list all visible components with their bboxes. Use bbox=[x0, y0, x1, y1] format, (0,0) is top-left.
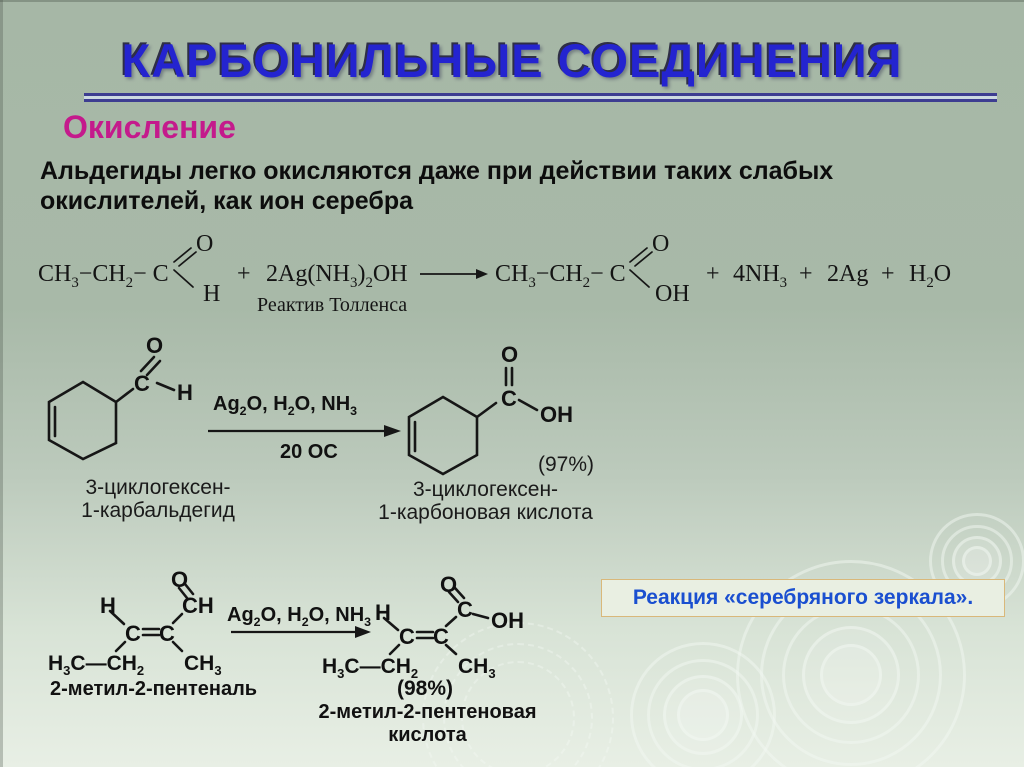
plus-sign: + bbox=[706, 261, 720, 287]
oxygen-atom: O bbox=[146, 333, 164, 358]
carboxyl-carbon: C bbox=[457, 597, 473, 622]
ethyl-chain: $H_3C—CH_2$ bbox=[48, 652, 145, 679]
carbon-atom: C bbox=[159, 621, 175, 646]
compound-name-line: 2-метил-2-пентеновая bbox=[318, 701, 537, 723]
reaction-arrow bbox=[208, 423, 404, 439]
tollens-reagent-label: Реактив Толленса bbox=[257, 294, 408, 316]
carbon-atom: C bbox=[125, 621, 141, 646]
compound-name-line: 3-циклогексен- bbox=[85, 476, 231, 499]
title-divider bbox=[84, 93, 997, 102]
ripple-circle bbox=[820, 644, 882, 706]
hydrogen-atom: H bbox=[375, 600, 391, 625]
plus-sign: + bbox=[799, 261, 813, 287]
methyl-group: $CH_3$ bbox=[184, 652, 222, 679]
ripple-circle bbox=[677, 689, 729, 741]
compound-name-product bbox=[368, 479, 603, 524]
plus-sign: + bbox=[237, 261, 251, 287]
carbon-atom: C bbox=[399, 624, 415, 649]
hydroxyl-group: OH bbox=[491, 608, 524, 633]
carbon-atom: C bbox=[501, 386, 517, 411]
yield-value: (97%) bbox=[538, 453, 595, 476]
oxygen-atom: O bbox=[171, 567, 189, 592]
methyl-group: $CH_3$ bbox=[458, 655, 496, 682]
carbon-atom: C bbox=[134, 371, 150, 396]
plus-sign: + bbox=[881, 261, 895, 287]
formula-silver: 2Ag bbox=[827, 261, 869, 287]
yield-value: (98%) bbox=[397, 677, 454, 700]
section-heading: Окисление bbox=[63, 109, 236, 145]
callout-text: Реакция «серебряного зеркала». bbox=[632, 586, 974, 609]
formula-propanal-chain: $CH_3-CH_2- C$ bbox=[38, 261, 169, 291]
intro-text: Альдегиды легко окисляются даже при действии таких слабых окислителей, как ион серебра bbox=[40, 157, 834, 215]
compound-name-line: 3-циклогексен- bbox=[412, 478, 559, 501]
compound-name-line: кислота bbox=[388, 724, 467, 746]
reaction-arrow bbox=[420, 266, 490, 282]
page-title: КАРБОНИЛЬНЫЕ СОЕДИНЕНИЯ bbox=[121, 34, 903, 87]
oxygen-atom: O bbox=[440, 572, 458, 597]
acid-hydroxyl: OH bbox=[655, 281, 690, 307]
structure-methylpentenal bbox=[40, 567, 240, 685]
reaction-temperature: 20 ОС bbox=[280, 441, 338, 463]
oxygen-atom: O bbox=[501, 342, 519, 367]
compound-name-product bbox=[315, 701, 540, 747]
ripple-circle bbox=[962, 546, 992, 576]
hydroxyl-group: OH bbox=[540, 402, 573, 427]
aldehyde-oxygen: O bbox=[196, 231, 214, 257]
aldehyde-hydrogen: H bbox=[203, 281, 221, 307]
carbon-atom: C bbox=[433, 624, 449, 649]
compound-name-line: 1-карбальдегид bbox=[81, 498, 235, 522]
compound-name-reactant: 2-метил-2-пентеналь bbox=[50, 678, 258, 700]
formula-water: $H_2O$ bbox=[909, 261, 952, 291]
aldehyde-group: CH bbox=[182, 593, 214, 618]
formula-ammonia: $4NH_3$ bbox=[733, 261, 788, 291]
structure-cyclohexene-carbaldehyde bbox=[30, 333, 220, 478]
silver-mirror-callout bbox=[601, 579, 1005, 617]
formula-propionic-chain: $CH_3-CH_2- C$ bbox=[495, 261, 626, 291]
hydrogen-atom: H bbox=[100, 593, 116, 618]
formula-tollens-reagent: $2Ag(NH_3)_2OH$ bbox=[266, 261, 408, 291]
structure-methylpentenoic-acid bbox=[320, 572, 535, 684]
reaction-conditions: $Ag_2O$, $H_2O$, $NH_3$ bbox=[227, 604, 372, 629]
compound-name-reactant bbox=[58, 477, 258, 522]
ethyl-chain: $H_3C—CH_2$ bbox=[322, 655, 419, 682]
compound-name-line: 1-карбоновая кислота bbox=[378, 500, 593, 524]
hydrogen-atom: H bbox=[177, 380, 193, 405]
reaction-conditions: $Ag_2O$, $H_2O$, $NH_3$ bbox=[213, 393, 358, 418]
acid-oxygen: O bbox=[652, 231, 670, 257]
